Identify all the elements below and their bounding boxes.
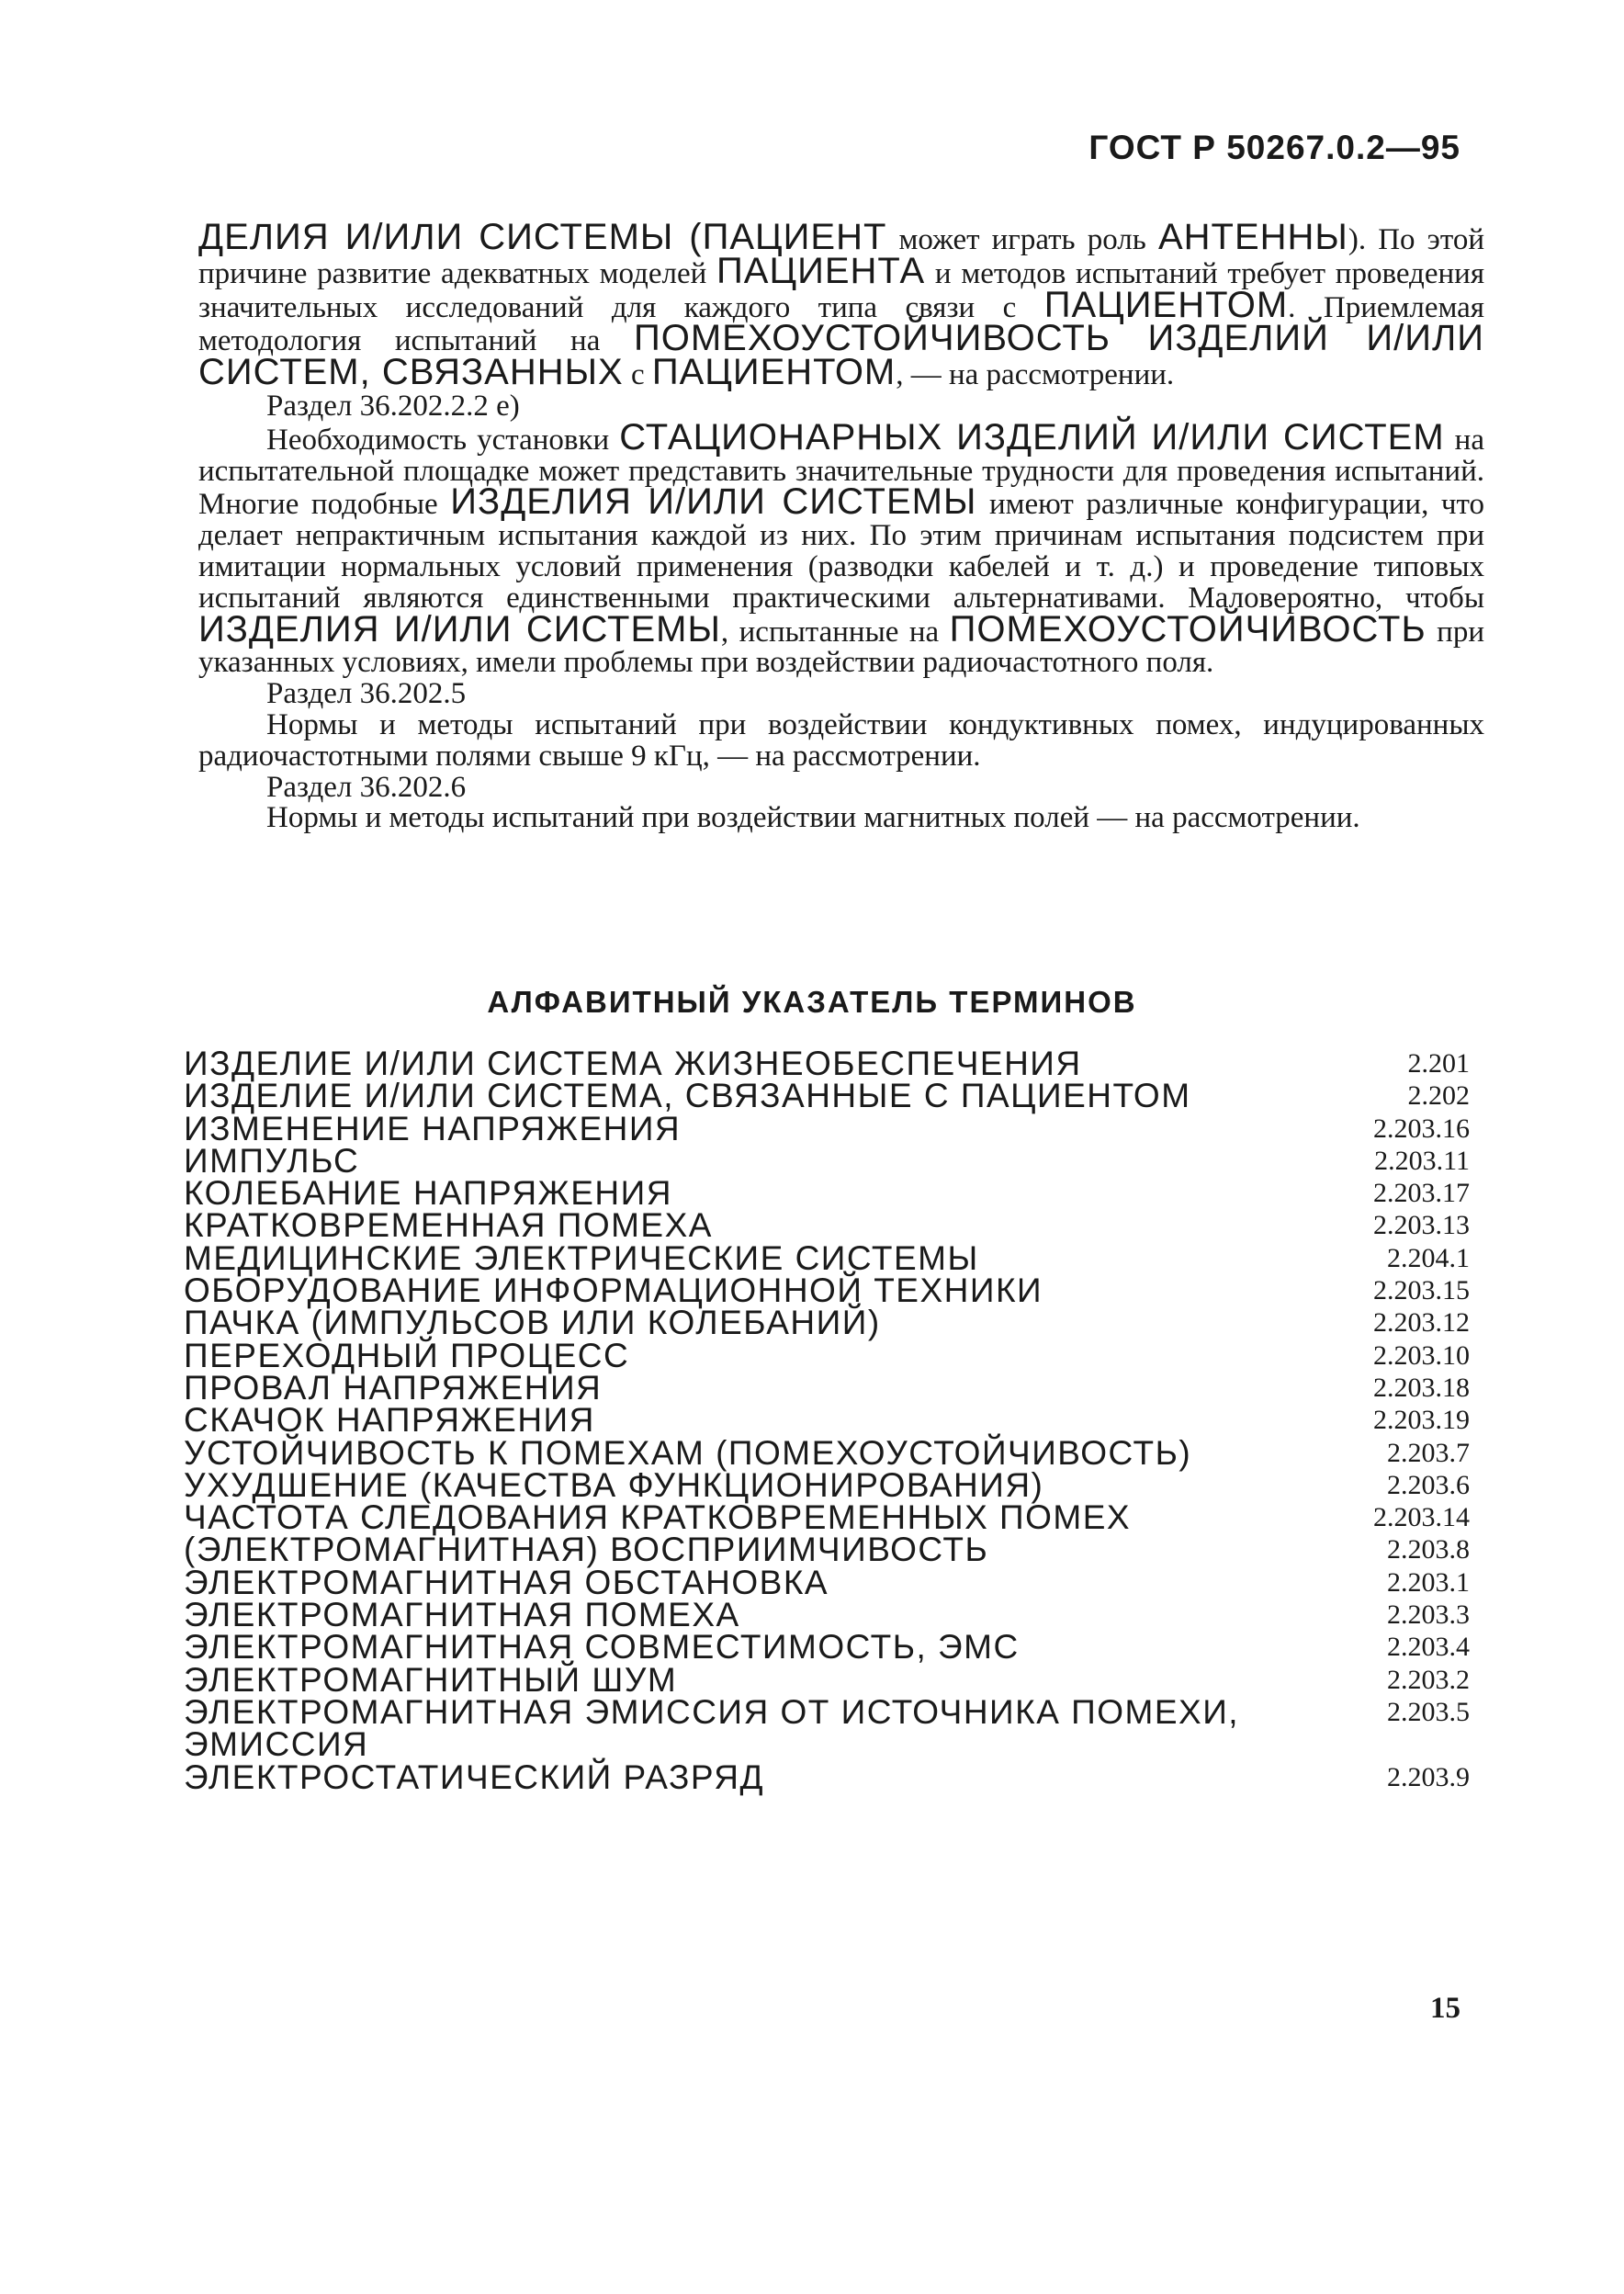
index-ref: 2.203.11: [1374, 1145, 1470, 1176]
index-entry: [184, 1531, 1470, 1569]
index-term: СКАЧОК НАПРЯЖЕНИЯ: [184, 1401, 595, 1440]
defined-term: ИЗДЕЛИЯ И/ИЛИ СИСТЕМЫ: [198, 608, 721, 650]
index-term: ИЗДЕЛИЕ И/ИЛИ СИСТЕМА ЖИЗНЕОБЕСПЕЧЕНИЯ: [184, 1045, 1082, 1082]
index-ref: 2.203.6: [1387, 1469, 1470, 1500]
defined-term: ПАЦИЕНТА: [716, 250, 926, 291]
index-term: УХУДШЕНИЕ (КАЧЕСТВА ФУНКЦИОНИРОВАНИЯ): [184, 1465, 1044, 1504]
text-run: Раздел 36.202.5: [266, 677, 467, 711]
section-ref-36-202-5: [198, 679, 1484, 710]
defined-term: ИЗДЕЛИЯ И/ИЛИ СИСТЕМЫ: [450, 481, 977, 523]
text-run: с: [623, 358, 652, 392]
text-run: и методов испытаний требует проведения значительных исследований для каждого типа связи с: [198, 256, 1484, 324]
defined-term: АНТЕННЫ: [1157, 217, 1348, 257]
document-header: ГОСТ Р 50267.0.2—95: [1088, 129, 1460, 166]
index-ref: 2.203.15: [1373, 1275, 1470, 1306]
index-term: КОЛЕБАНИЕ НАПРЯЖЕНИЯ: [184, 1174, 672, 1213]
index-term: ИЗМЕНЕНИЕ НАПРЯЖЕНИЯ: [184, 1109, 682, 1147]
text-run: Нормы и методы испытаний при воздействии магнитных полей — на рассмотрении.: [266, 801, 1360, 835]
text-run: , — на рассмотрении.: [896, 358, 1175, 392]
index-term: ИЗДЕЛИЕ И/ИЛИ СИСТЕМА, СВЯЗАННЫЕ С ПАЦИЕНТОМ: [184, 1077, 1191, 1115]
index-term: ПАЧКА (ИМПУЛЬСОВ ИЛИ КОЛЕБАНИЙ): [184, 1304, 881, 1342]
index-term: ЭЛЕКТРОМАГНИТНАЯ СОВМЕСТИМОСТЬ, ЭМС: [184, 1628, 1020, 1667]
index-term: МЕДИЦИНСКИЕ ЭЛЕКТРИЧЕСКИЕ СИСТЕМЫ: [184, 1238, 979, 1277]
index-entry: [184, 1368, 1470, 1407]
index-ref: 2.201: [1407, 1048, 1470, 1079]
index-term: ЧАСТОТА СЛЕДОВАНИЯ КРАТКОВРЕМЕННЫХ ПОМЕХ: [184, 1498, 1132, 1537]
index-ref: 2.203.8: [1387, 1534, 1470, 1565]
text-run: , испытанные на: [720, 615, 950, 649]
index-term: ИМПУЛЬС: [184, 1141, 360, 1180]
index-entry: [184, 1628, 1470, 1667]
index-entry: [184, 1045, 1470, 1082]
defined-term: ДЕЛИЯ И/ИЛИ СИСТЕМЫ (ПАЦИЕНТ: [198, 217, 887, 257]
text-run: ). По этой причине развитие адекватных моделей: [198, 223, 1484, 290]
index-entry: [184, 1563, 1470, 1601]
paragraph-conducted-disturbances: [198, 707, 1484, 773]
section-ref-36-202-6: [198, 770, 1484, 804]
text-run: Нормы и методы испытаний при воздействии кондуктивных помех, индуцированных радиочастотными полями свыше 9 кГц, — на рассмотрении.: [198, 707, 1484, 773]
index-ref: 2.203.12: [1373, 1307, 1470, 1339]
index-entry: [184, 1660, 1470, 1699]
defined-term: ПАЦИЕНТОМ: [1043, 284, 1289, 325]
index-ref: 2.203.17: [1373, 1178, 1470, 1209]
index-title: АЛФАВИТНЫЙ УКАЗАТЕЛЬ ТЕРМИНОВ: [487, 985, 1137, 1019]
index-ref: 2.203.1: [1387, 1566, 1470, 1598]
index-entry: [184, 1271, 1470, 1310]
index-entry: [184, 1238, 1470, 1277]
index-entry: [184, 1401, 1470, 1440]
index-entry: [184, 1433, 1470, 1472]
index-entry: [184, 1109, 1470, 1147]
index-term: КРАТКОВРЕМЕННАЯ ПОМЕХА: [184, 1206, 713, 1245]
paragraph-continuation: [198, 217, 1484, 393]
index-ref: 2.203.7: [1387, 1437, 1470, 1468]
defined-term: ПОМЕХОУСТОЙЧИВОСТЬ ИЗДЕЛИЙ И/ИЛИ СИСТЕМ, СВЯЗАННЫХ: [198, 318, 1484, 393]
text-run: . Приемлемая методология испытаний на: [198, 290, 1484, 358]
index-ref: 2.202: [1407, 1080, 1470, 1112]
index-ref: 2.203.14: [1373, 1502, 1470, 1533]
index-ref: 2.204.1: [1387, 1242, 1470, 1273]
index-entry: [184, 1596, 1470, 1634]
index-entry: [184, 1336, 1470, 1374]
index-ref: 2.203.16: [1373, 1113, 1470, 1144]
index-term: ЭЛЕКТРОМАГНИТНАЯ ОБСТАНОВКА: [184, 1563, 829, 1601]
index-term: ЭЛЕКТРОМАГНИТНАЯ ПОМЕХА: [184, 1596, 740, 1634]
index-term: ОБОРУДОВАНИЕ ИНФОРМАЦИОННОЙ ТЕХНИКИ: [184, 1271, 1043, 1310]
text-run: имеют различные конфигурации, что делает непрактичным испытания каждой из них. По этим причинам испытания подсистем при имитации нормальных условий применения (разводки кабелей и т. д.) и проведение типовых испытаний являются единственными практическими альтернативами. Маловероятно, чтобы: [198, 488, 1484, 615]
index-ref: 2.203.9: [1387, 1761, 1470, 1792]
index-entry: [184, 1757, 1470, 1796]
defined-term: СТАЦИОНАРНЫХ ИЗДЕЛИЙ И/ИЛИ СИСТЕМ: [619, 416, 1445, 458]
index-ref: 2.203.10: [1373, 1339, 1470, 1371]
index-term: ПРОВАЛ НАПРЯЖЕНИЯ: [184, 1368, 603, 1407]
index-ref: 2.203.19: [1373, 1405, 1470, 1436]
defined-term: ПАЦИЕНТОМ: [651, 352, 897, 393]
index-entry: [184, 1465, 1470, 1504]
index-ref: 2.203.13: [1373, 1210, 1470, 1241]
index-entry: [184, 1077, 1470, 1115]
text-run: может играть роль: [886, 223, 1158, 256]
index-ref: 2.203.4: [1387, 1632, 1470, 1663]
term-index: [184, 1045, 1470, 1796]
index-entry: [184, 1304, 1470, 1342]
index-entry: [184, 1498, 1470, 1537]
index-term: ЭЛЕКТРОМАГНИТНЫЙ ШУМ: [184, 1660, 678, 1699]
index-ref: 2.203.5: [1387, 1696, 1470, 1727]
paragraph-stationary-equipment: [198, 416, 1484, 680]
index-entry: [184, 1692, 1470, 1764]
text-run: при указанных условиях, имели проблемы при воздействии радиочастотного поля.: [198, 615, 1484, 680]
index-term: ЭЛЕКТРОСТАТИЧЕСКИЙ РАЗРЯД: [184, 1757, 765, 1796]
index-term: ПЕРЕХОДНЫЙ ПРОЦЕСС: [184, 1336, 630, 1374]
index-term: УСТОЙЧИВОСТЬ К ПОМЕХАМ (ПОМЕХОУСТОЙЧИВОСТЬ): [184, 1433, 1192, 1472]
text-run: Раздел 36.202.6: [266, 770, 467, 804]
text-run: на испытательной площадке может представить значительные трудности для проведения испытаний. Многие подобные: [198, 423, 1484, 522]
text-run: Раздел 36.202.2.2 е): [266, 389, 520, 423]
index-ref: 2.203.2: [1387, 1664, 1470, 1695]
defined-term: ПОМЕХОУСТОЙЧИВОСТЬ: [949, 608, 1427, 650]
paragraph-magnetic-fields: [198, 803, 1484, 834]
index-term: (ЭЛЕКТРОМАГНИТНАЯ) ВОСПРИИМЧИВОСТЬ: [184, 1531, 989, 1569]
page-number: 15: [1430, 1992, 1460, 2025]
body-text: [198, 217, 1484, 835]
text-run: Необходимость установки: [266, 423, 620, 457]
index-entry: [184, 1141, 1470, 1180]
index-entry: [184, 1206, 1470, 1245]
index-ref: 2.203.3: [1387, 1599, 1470, 1631]
index-ref: 2.203.18: [1373, 1372, 1470, 1403]
index-entry: [184, 1174, 1470, 1213]
index-term: ЭЛЕКТРОМАГНИТНАЯ ЭМИССИЯ ОТ ИСТОЧНИКА ПОМЕХИ, ЭМИССИЯ: [184, 1692, 1240, 1764]
